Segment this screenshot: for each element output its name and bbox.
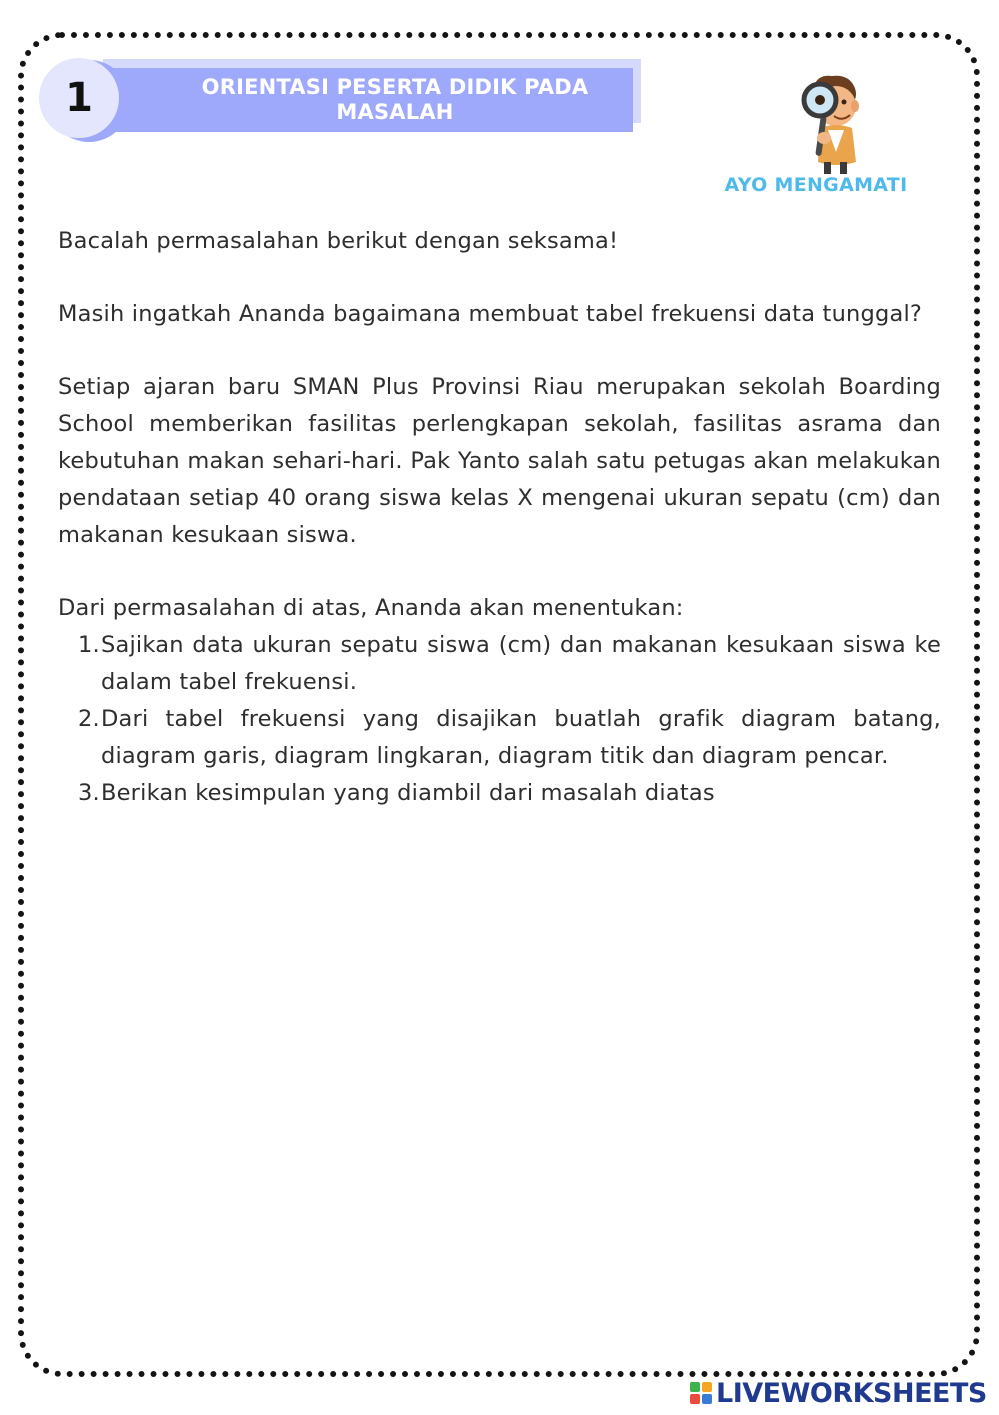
logo-square	[690, 1394, 700, 1404]
ayo-mengamati-label: AYO MENGAMATI	[724, 174, 908, 196]
task-text: Sajikan data ukuran sepatu siswa (cm) dan makanan kesukaan siswa ke dalam tabel frekuensi.	[101, 632, 941, 695]
worksheet-content	[58, 223, 941, 812]
task-text: Dari tabel frekuensi yang disajikan buatlah grafik diagram batang, diagram garis, diagram lingkaran, diagram titik dan diagram pencar.	[101, 706, 941, 769]
logo-squares-icon	[690, 1382, 712, 1404]
task-text: Berikan kesimpulan yang diambil dari masalah diatas	[101, 780, 715, 806]
task-number: 2.	[78, 706, 100, 732]
list-item	[58, 627, 941, 701]
liveworksheets-logo[interactable]	[690, 1378, 987, 1408]
section-title: ORIENTASI PESERTA DIDIK PADA MASALAH	[201, 75, 589, 124]
task-list	[58, 627, 941, 812]
question-text: Masih ingatkah Ananda bagaimana membuat tabel frekuensi data tunggal?	[58, 301, 923, 327]
logo-square	[702, 1382, 712, 1392]
instruction-text: Bacalah permasalahan berikut dengan seksama!	[58, 228, 619, 254]
list-item	[58, 701, 941, 775]
task-number: 1.	[78, 632, 100, 658]
problem-text: Setiap ajaran baru SMAN Plus Provinsi Riau merupakan sekolah Boarding School memberikan fasilitas perlengkapan sekolah, fasilitas asrama dan kebutuhan makan sehari-hari. Pak Yanto salah satu petugas akan melakukan pendataan setiap 40 orang siswa kelas X mengenai ukuran sepatu (cm) dan makanan kesukaan siswa.	[58, 374, 941, 548]
section-number-badge	[39, 58, 119, 138]
section-number: 1	[65, 75, 93, 121]
list-item	[58, 775, 941, 812]
logo-square	[702, 1394, 712, 1404]
logo-text: LIVEWORKSHEETS	[716, 1377, 987, 1409]
section-header-bar	[97, 68, 633, 132]
detective-magnifier-icon	[796, 72, 866, 176]
task-intro-text: Dari permasalahan di atas, Ananda akan menentukan:	[58, 595, 684, 621]
logo-square	[690, 1382, 700, 1392]
task-number: 3.	[78, 780, 100, 806]
